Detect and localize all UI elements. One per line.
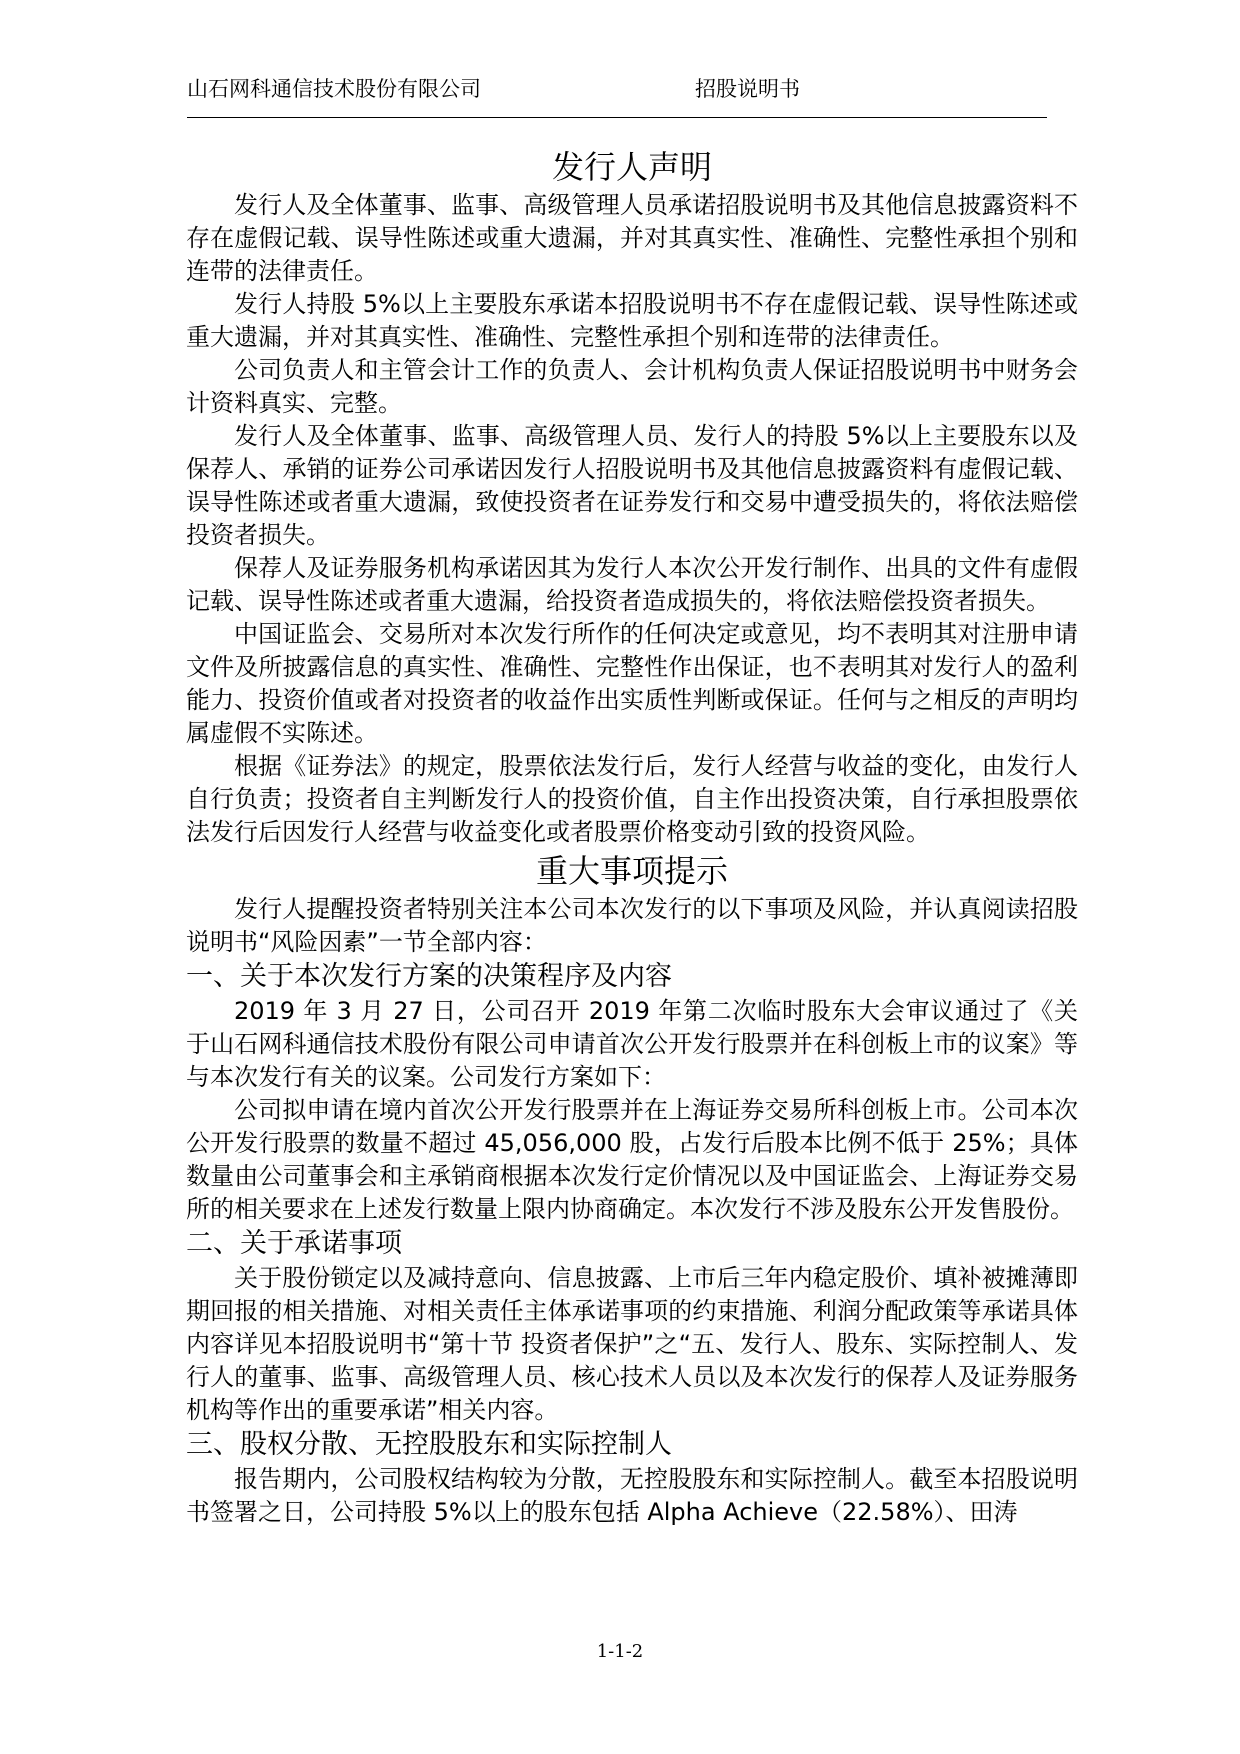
major-matters-title: 重大事项提示 [535, 852, 728, 890]
section-heading: 一、关于本次发行方案的决策程序及内容 [186, 961, 672, 992]
declaration-title: 发行人声明 [551, 148, 712, 186]
header-company-name: 山石网科通信技术股份有限公司 [187, 77, 481, 101]
section-paragraph: 报告期内，公司股权结构较为分散，无控股股东和实际控制人。截至本招股说明书签署之日，公司持股 5%以上的股东包括 Alpha Achieve（22.58%）、田涛 [186, 1465, 1078, 1526]
declaration-paragraph: 发行人持股 5%以上主要股东承诺本招股说明书不存在虚假记载、误导性陈述或重大遗漏，并对其真实性、准确性、完整性承担个别和连带的法律责任。 [186, 290, 1078, 351]
declaration-paragraph: 中国证监会、交易所对本次发行所作的任何决定或意见，均不表明其对注册申请文件及所披露信息的真实性、准确性、完整性作出保证，也不表明其对发行人的盈利能力、投资价值或者对投资者的收益作出实质性判断或保证。任何与之相反的声明均属虚假不实陈述。 [186, 620, 1078, 747]
page-body [186, 145, 1078, 1529]
declaration-paragraph: 保荐人及证券服务机构承诺因其为发行人本次公开发行制作、出具的文件有虚假记载、误导性陈述或者重大遗漏，给投资者造成损失的，将依法赔偿投资者损失。 [186, 554, 1078, 615]
declaration-paragraph: 公司负责人和主管会计工作的负责人、会计机构负责人保证招股说明书中财务会计资料真实、完整。 [186, 356, 1078, 417]
header-divider [187, 117, 1047, 118]
declaration-paragraph: 根据《证券法》的规定，股票依法发行后，发行人经营与收益的变化，由发行人自行负责；投资者自主判断发行人的投资价值，自主作出投资决策，自行承担股票依法发行后因发行人经营与收益变化或者股票价格变动引致的投资风险。 [186, 752, 1078, 846]
section-paragraph: 关于股份锁定以及减持意向、信息披露、上市后三年内稳定股价、填补被摊薄即期回报的相关措施、对相关责任主体承诺事项的约束措施、利润分配政策等承诺具体内容详见本招股说明书“第十节 投资者保护”之“五、发行人、股东、实际控制人、发行人的董事、监事、高级管理人员、核心技术人员以及本次发行的保荐人及证券服务机构等作出的重要承诺”相关内容。 [186, 1264, 1078, 1424]
section-heading: 二、关于承诺事项 [186, 1228, 402, 1259]
page-number: 1-1-2 [596, 1641, 644, 1662]
section-paragraph: 2019 年 3 月 27 日，公司召开 2019 年第二次临时股东大会审议通过了《关于山石网科通信技术股份有限公司申请首次公开发行股票并在科创板上市的议案》等与本次发行有关的议案。公司发行方案如下： [186, 997, 1078, 1091]
page-header [187, 74, 1047, 104]
header-document-type: 招股说明书 [695, 77, 800, 101]
section-heading: 三、股权分散、无控股股东和实际控制人 [186, 1429, 672, 1460]
declaration-paragraph: 发行人及全体董事、监事、高级管理人员承诺招股说明书及其他信息披露资料不存在虚假记载、误导性陈述或重大遗漏，并对其真实性、准确性、完整性承担个别和连带的法律责任。 [186, 191, 1078, 285]
declaration-paragraph: 发行人及全体董事、监事、高级管理人员、发行人的持股 5%以上主要股东以及保荐人、承销的证券公司承诺因发行人招股说明书及其他信息披露资料有虚假记载、误导性陈述或者重大遗漏，致使投资者在证券发行和交易中遭受损失的，将依法赔偿投资者损失。 [186, 422, 1078, 549]
section-paragraph: 公司拟申请在境内首次公开发行股票并在上海证券交易所科创板上市。公司本次公开发行股票的数量不超过 45,056,000 股，占发行后股本比例不低于 25%；具体数量由公司董事会和主承销商根据本次发行定价情况以及中国证监会、上海证券交易所的相关要求在上述发行数量上限内协商确定。本次发行不涉及股东公开发售股份。 [186, 1096, 1078, 1223]
major-matters-intro: 发行人提醒投资者特别关注本公司本次发行的以下事项及风险，并认真阅读招股说明书“风险因素”一节全部内容： [186, 895, 1078, 956]
